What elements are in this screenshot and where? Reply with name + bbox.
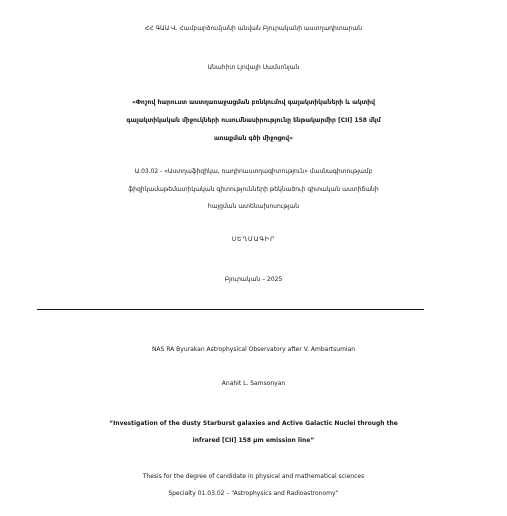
title-english-line: infrared [CII] 158 μm emission line” [192,437,315,444]
institution-armenian: ՀՀ ԳԱԱ Վ. Համբարձումյանի անվան Բյուրականի աստղադիտարան [145,25,362,32]
title-armenian-line: «Փոշով հարուստ աստղառաջացման բռնկումով գալակտիկաների և ակտիվ [132,99,375,106]
title-armenian-line: գալակտիկական միջուկների ուսումնասիրությունը ենթակարմիր [CII] 158 մկմ [126,117,381,124]
place-year-armenian: Բյուրական – 2025 [224,276,283,283]
thesis-english-line: Specialty 01.03.02 – “Astrophysics and Radioastronomy” [168,490,339,497]
title-english-line: “Investigation of the dusty Starburst galaxies and Active Galactic Nuclei through the [109,420,398,427]
specialty-armenian-line: հայցման ատենախոսության [207,203,300,210]
author-english: Anahit L. Samsonyan [221,380,286,387]
section-divider [37,309,424,310]
specialty-armenian-line: ֆիզիկամաթեմատիկական գիտությունների թեկնածուի գիտական աստիճանի [128,186,379,193]
title-armenian-line: առաքման գծի միջոցով» [213,135,294,142]
document-type: ՍԵՂՄԱԳԻՐ [231,236,276,243]
author-armenian: Անահիտ Լյովայի Սամսոնյան [207,64,300,71]
thesis-english-line: Thesis for the degree of candidate in physical and mathematical sciences [142,473,365,480]
specialty-armenian-line: Ա.03.02 - «Աստղաֆիզիկա, ռադիոաստղագիտություն» մասնագիտությամբ [134,168,373,175]
institution-english: NAS RA Byurakan Astrophysical Observatory after V. Ambartsumian [151,346,356,353]
